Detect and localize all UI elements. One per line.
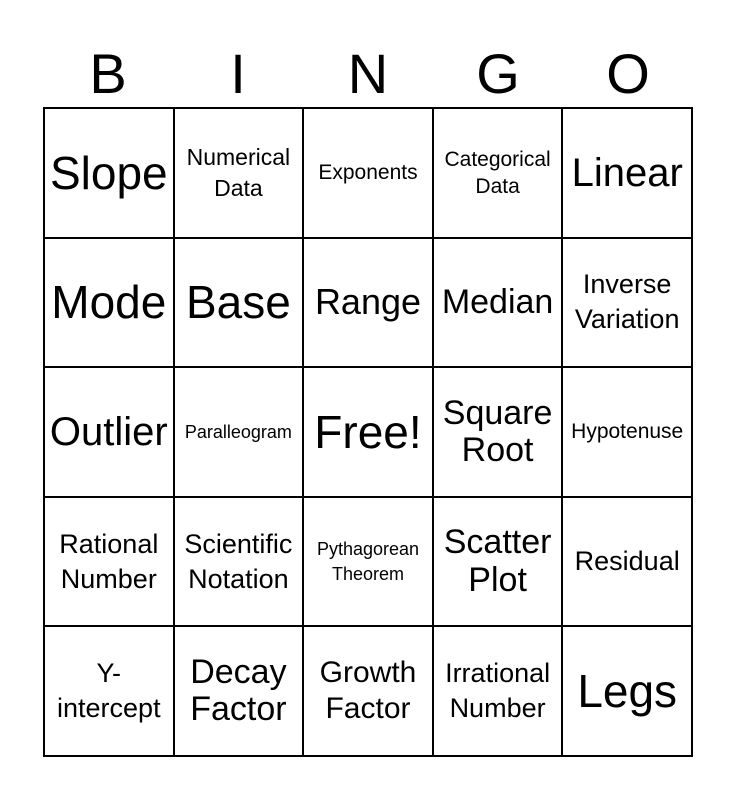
bingo-cell-mode[interactable]: Mode xyxy=(44,238,174,368)
header-letter-i: I xyxy=(230,42,246,105)
bingo-cell-hypotenuse[interactable]: Hypotenuse xyxy=(562,367,692,497)
bingo-cell-pythagorean-theorem[interactable]: Pythagorean Theorem xyxy=(303,497,433,627)
bingo-cell-free[interactable]: Free! xyxy=(303,367,433,497)
header-letter-b: B xyxy=(89,42,127,105)
bingo-cell-residual[interactable]: Residual xyxy=(562,497,692,627)
bingo-cell-growth-factor[interactable]: Growth Factor xyxy=(303,626,433,756)
bingo-cell-rational-number[interactable]: Rational Number xyxy=(44,497,174,627)
bingo-cell-range[interactable]: Range xyxy=(303,238,433,368)
bingo-cell-scatter-plot[interactable]: Scatter Plot xyxy=(433,497,563,627)
header-letter-n: N xyxy=(347,42,389,105)
bingo-cell-legs[interactable]: Legs xyxy=(562,626,692,756)
bingo-cell-paralleogram[interactable]: Paralleogram xyxy=(174,367,304,497)
bingo-board xyxy=(43,107,693,757)
bingo-header xyxy=(43,40,693,108)
bingo-cell-decay-factor[interactable]: Decay Factor xyxy=(174,626,304,756)
bingo-cell-y-intercept[interactable]: Y- intercept xyxy=(44,626,174,756)
bingo-cell-outlier[interactable]: Outlier xyxy=(44,367,174,497)
bingo-cell-base[interactable]: Base xyxy=(174,238,304,368)
bingo-cell-slope[interactable]: Slope xyxy=(44,108,174,238)
bingo-cell-inverse-variation[interactable]: Inverse Variation xyxy=(562,238,692,368)
bingo-cell-median[interactable]: Median xyxy=(433,238,563,368)
bingo-cell-scientific-notation[interactable]: Scientific Notation xyxy=(174,497,304,627)
bingo-cell-exponents[interactable]: Exponents xyxy=(303,108,433,238)
bingo-cell-irrational-number[interactable]: Irrational Number xyxy=(433,626,563,756)
header-letter-o: O xyxy=(606,42,650,105)
bingo-cell-categorical-data[interactable]: Categorical Data xyxy=(433,108,563,238)
bingo-cell-linear[interactable]: Linear xyxy=(562,108,692,238)
header-letter-g: G xyxy=(476,42,520,105)
bingo-cell-square-root[interactable]: Square Root xyxy=(433,367,563,497)
bingo-cell-numerical-data[interactable]: Numerical Data xyxy=(174,108,304,238)
